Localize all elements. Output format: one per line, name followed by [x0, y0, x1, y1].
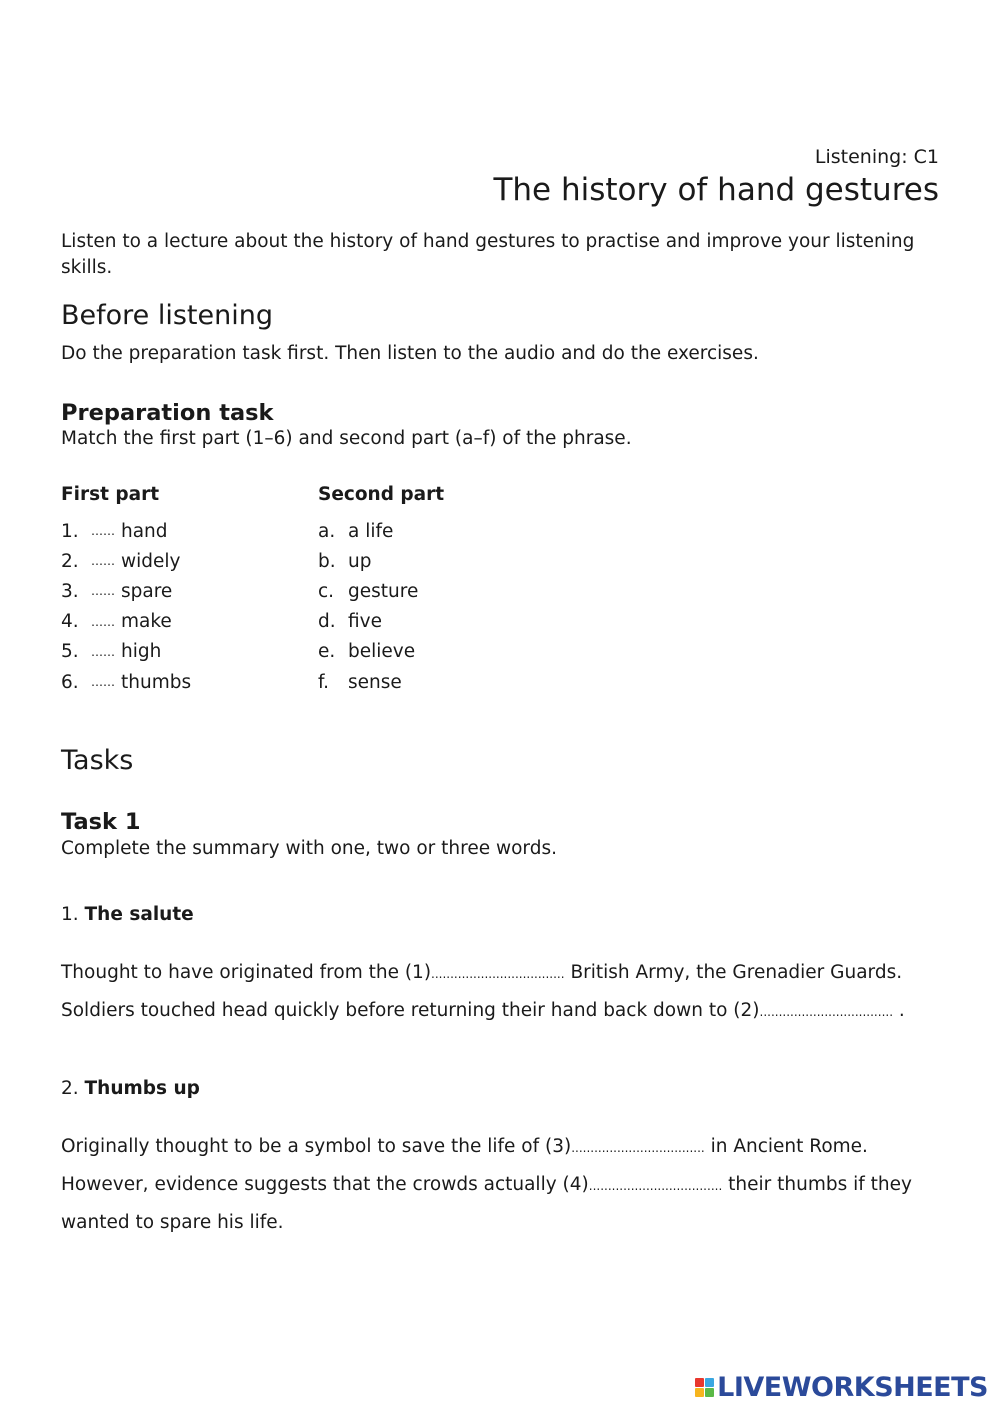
answer-blank[interactable]: …… [91, 584, 115, 599]
second-part-item: d. five [318, 611, 382, 633]
first-part-heading: First part [61, 484, 160, 505]
second-part-item: a. a life [318, 520, 394, 542]
gap-1[interactable]: ................................... [431, 967, 565, 981]
second-part-item: c. gesture [318, 580, 419, 602]
page-title: The history of hand gestures [493, 172, 939, 208]
preparation-heading: Preparation task [61, 400, 274, 426]
summary-line: Soldiers touched head quickly before returning their hand back down to (2)................................... . [61, 1000, 905, 1021]
summary-line: wanted to spare his life. [61, 1212, 284, 1233]
answer-blank[interactable]: …… [91, 554, 115, 569]
second-part-item: b. up [318, 550, 372, 572]
summary-line: Thought to have originated from the (1)................................... British Army, the Grenadier Guards. [61, 962, 903, 983]
second-part-item: f. sense [318, 671, 402, 693]
first-part-item: 3. …… spare [61, 580, 173, 602]
second-part-item: e. believe [318, 641, 416, 663]
task1-heading: Task 1 [61, 809, 141, 835]
answer-blank[interactable]: …… [91, 524, 115, 539]
logo-mark-icon [695, 1378, 714, 1397]
first-part-item: 1. …… hand [61, 520, 168, 542]
section-heading-salute: 1. The salute [61, 904, 194, 925]
first-part-list [61, 516, 191, 697]
second-part-heading: Second part [318, 484, 445, 505]
first-part-item: 2. …… widely [61, 550, 181, 572]
summary-line: However, evidence suggests that the crowds actually (4)................................... their thumbs if they [61, 1174, 912, 1195]
gap-2[interactable]: ................................... [759, 1005, 894, 1019]
summary-line: Originally thought to be a symbol to save the life of (3)................................... in Ancient Rome. [61, 1136, 868, 1157]
answer-blank[interactable]: …… [91, 675, 115, 690]
level-label: Listening: C1 [814, 146, 939, 168]
gap-3[interactable]: ................................... [571, 1141, 705, 1155]
before-listening-instruction: Do the preparation task first. Then listen to the audio and do the exercises. [61, 343, 759, 364]
logo-square [695, 1378, 704, 1387]
second-part-list [318, 516, 418, 697]
before-listening-heading: Before listening [61, 300, 273, 331]
tasks-heading: Tasks [61, 745, 134, 776]
first-part-item: 4. …… make [61, 611, 172, 633]
task1-instruction: Complete the summary with one, two or three words. [61, 838, 557, 859]
logo-square [695, 1388, 704, 1397]
answer-blank[interactable]: …… [91, 644, 115, 659]
first-part-item: 5. …… high [61, 641, 162, 663]
first-part-item: 6. …… thumbs [61, 671, 192, 693]
section-heading-thumbs-up: 2. Thumbs up [61, 1078, 200, 1099]
logo-square [705, 1378, 714, 1387]
logo-square [705, 1388, 714, 1397]
logo-text: LIVEWORKSHEETS [717, 1372, 988, 1403]
intro-text: Listen to a lecture about the history of hand gestures to practise and improve your listening skills. [61, 231, 915, 278]
gap-4[interactable]: ................................... [588, 1179, 723, 1193]
answer-blank[interactable]: …… [91, 614, 115, 629]
liveworksheets-logo [695, 1372, 988, 1403]
preparation-instruction: Match the first part (1–6) and second part (a–f) of the phrase. [61, 428, 632, 449]
